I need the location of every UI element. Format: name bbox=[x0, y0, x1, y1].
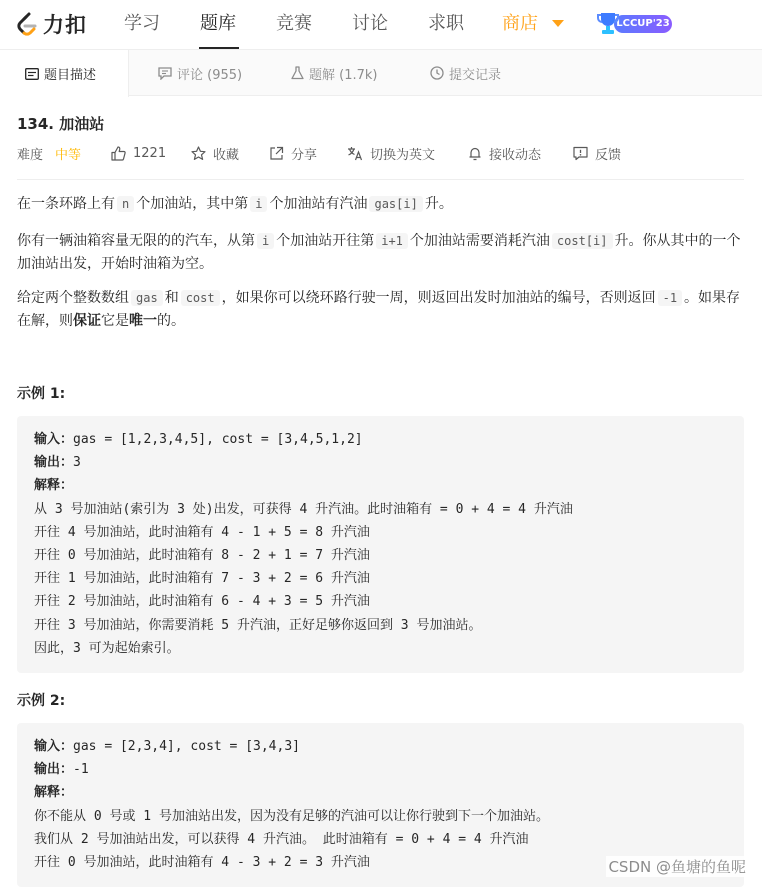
nav-item-problems[interactable]: 题库 bbox=[200, 13, 236, 34]
feedback-button[interactable] bbox=[573, 143, 621, 163]
description-icon bbox=[25, 68, 39, 80]
example-explain-label: 解释： bbox=[34, 785, 74, 801]
example-output: 输出：3 bbox=[34, 455, 81, 471]
example-input: 输入：gas = [1,2,3,4,5], cost = [3,4,5,1,2] bbox=[34, 432, 363, 447]
translate-button[interactable] bbox=[347, 143, 435, 163]
favorite-button[interactable] bbox=[191, 143, 239, 163]
active-nav-indicator bbox=[199, 47, 239, 49]
like-count: 1221 bbox=[133, 145, 167, 161]
share-icon bbox=[269, 146, 284, 161]
tab-comments[interactable] bbox=[158, 50, 242, 96]
comment-icon bbox=[158, 67, 172, 80]
tab-submissions-label: 提交记录 bbox=[449, 67, 502, 83]
description-paragraph-1: 在一条环路上有 n 个加油站，其中第 i 个加油站有汽油 gas[i] 升。 bbox=[17, 196, 453, 212]
example-explain-line: 开往 3 号加油站，你需要消耗 5 升汽油，正好足够你返回到 3 号加油站。 bbox=[34, 617, 482, 633]
tab-comments-label: 评论 (955) bbox=[177, 67, 243, 83]
inline-code: n bbox=[117, 196, 134, 212]
example-input: 输入：gas = [2,3,4], cost = [3,4,3] bbox=[34, 739, 300, 754]
divider bbox=[17, 179, 744, 180]
clock-icon bbox=[430, 66, 444, 80]
watermark: CSDN @鱼塘的鱼呢 bbox=[608, 858, 746, 876]
tab-solutions-label: 题解 (1.7k) bbox=[309, 67, 378, 83]
subscribe-label: 接收动态 bbox=[489, 147, 542, 163]
inline-code: cost bbox=[181, 290, 220, 306]
star-icon bbox=[191, 146, 206, 161]
tab-description[interactable] bbox=[0, 50, 129, 97]
lccup-label: LCCUP'23 bbox=[614, 15, 672, 33]
example-explain-line: 开往 0 号加油站，此时油箱有 8 - 2 + 1 = 7 升汽油 bbox=[34, 548, 370, 564]
example-1-block bbox=[17, 416, 744, 673]
difficulty bbox=[17, 143, 81, 163]
logo-text: 力扣 bbox=[43, 13, 87, 37]
translate-icon bbox=[347, 146, 363, 161]
inline-code: gas[i] bbox=[369, 196, 422, 212]
favorite-label: 收藏 bbox=[213, 147, 240, 163]
chevron-down-icon[interactable] bbox=[552, 20, 564, 27]
example-explain-label: 解释： bbox=[34, 478, 74, 494]
tab-solutions[interactable] bbox=[291, 50, 377, 96]
inline-code: i+1 bbox=[376, 233, 408, 249]
share-label: 分享 bbox=[291, 147, 318, 163]
inline-code: i bbox=[250, 196, 267, 212]
logo[interactable] bbox=[14, 9, 87, 39]
tab-bar bbox=[0, 50, 762, 96]
example-explain-line: 你不能从 0 号或 1 号加油站出发，因为没有足够的汽油可以让你行驶到下一个加油站。 bbox=[34, 808, 549, 824]
leetcode-logo-icon bbox=[14, 11, 40, 37]
tab-description-label: 题目描述 bbox=[44, 68, 97, 83]
inline-code: i bbox=[257, 233, 274, 249]
example-output: 输出：-1 bbox=[34, 762, 89, 778]
feedback-icon bbox=[573, 146, 588, 161]
top-nav bbox=[0, 0, 762, 50]
example-explain-line: 开往 1 号加油站，此时油箱有 7 - 3 + 2 = 6 升汽油 bbox=[34, 571, 370, 587]
nav-item-contest[interactable]: 竞赛 bbox=[276, 13, 312, 34]
subscribe-button[interactable] bbox=[468, 143, 541, 163]
translate-label: 切换为英文 bbox=[370, 147, 436, 163]
nav-item-shop[interactable]: 商店 bbox=[502, 13, 538, 34]
difficulty-label: 难度 bbox=[17, 147, 44, 163]
like-button[interactable] bbox=[111, 143, 166, 163]
lccup-badge[interactable] bbox=[596, 10, 676, 37]
tab-submissions[interactable] bbox=[430, 50, 501, 96]
inline-code: gas bbox=[131, 290, 163, 306]
share-button[interactable] bbox=[269, 143, 317, 163]
problem-title: 134. 加油站 bbox=[17, 115, 105, 133]
thumbs-up-icon bbox=[111, 146, 126, 161]
trophy-icon bbox=[596, 10, 620, 36]
inline-code: -1 bbox=[658, 290, 682, 306]
example-1-title: 示例 1: bbox=[17, 386, 66, 402]
example-explain-line: 开往 2 号加油站，此时油箱有 6 - 4 + 3 = 5 升汽油 bbox=[34, 594, 370, 610]
feedback-label: 反馈 bbox=[595, 147, 622, 163]
inline-code: cost[i] bbox=[552, 233, 613, 249]
bell-icon bbox=[468, 146, 482, 161]
example-2-title: 示例 2: bbox=[17, 693, 66, 709]
description-paragraph-3: 给定两个整数数组 gas 和 cost ，如果你可以绕环路行驶一周，则返回出发时加油站的编号，否则返回 -1 。如果存在解，则保证它是唯一的。 bbox=[17, 290, 741, 329]
description-paragraph-2: 你有一辆油箱容量无限的的汽车，从第 i 个加油站开往第 i+1 个加油站需要消耗汽油 cost[i] 升。你从其中的一个加油站出发，开始时油箱为空。 bbox=[17, 233, 741, 272]
nav-item-jobs[interactable]: 求职 bbox=[428, 13, 464, 34]
nav-item-discuss[interactable]: 讨论 bbox=[352, 13, 388, 34]
example-explain-line: 我们从 2 号加油站出发，可以获得 4 升汽油。 此时油箱有 = 0 + 4 = 4 升汽油 bbox=[34, 831, 529, 847]
flask-icon bbox=[291, 66, 304, 80]
difficulty-value: 中等 bbox=[55, 147, 82, 163]
nav-item-study[interactable]: 学习 bbox=[124, 13, 160, 34]
example-explain-line: 因此，3 可为起始索引。 bbox=[34, 640, 180, 656]
example-explain-line: 开往 0 号加油站，此时油箱有 4 - 3 + 2 = 3 升汽油 bbox=[34, 855, 370, 871]
example-explain-line: 从 3 号加油站(索引为 3 处)出发，可获得 4 升汽油。此时油箱有 = 0 + 4 = 4 升汽油 bbox=[34, 501, 573, 517]
example-explain-line: 开往 4 号加油站，此时油箱有 4 - 1 + 5 = 8 升汽油 bbox=[34, 524, 370, 540]
